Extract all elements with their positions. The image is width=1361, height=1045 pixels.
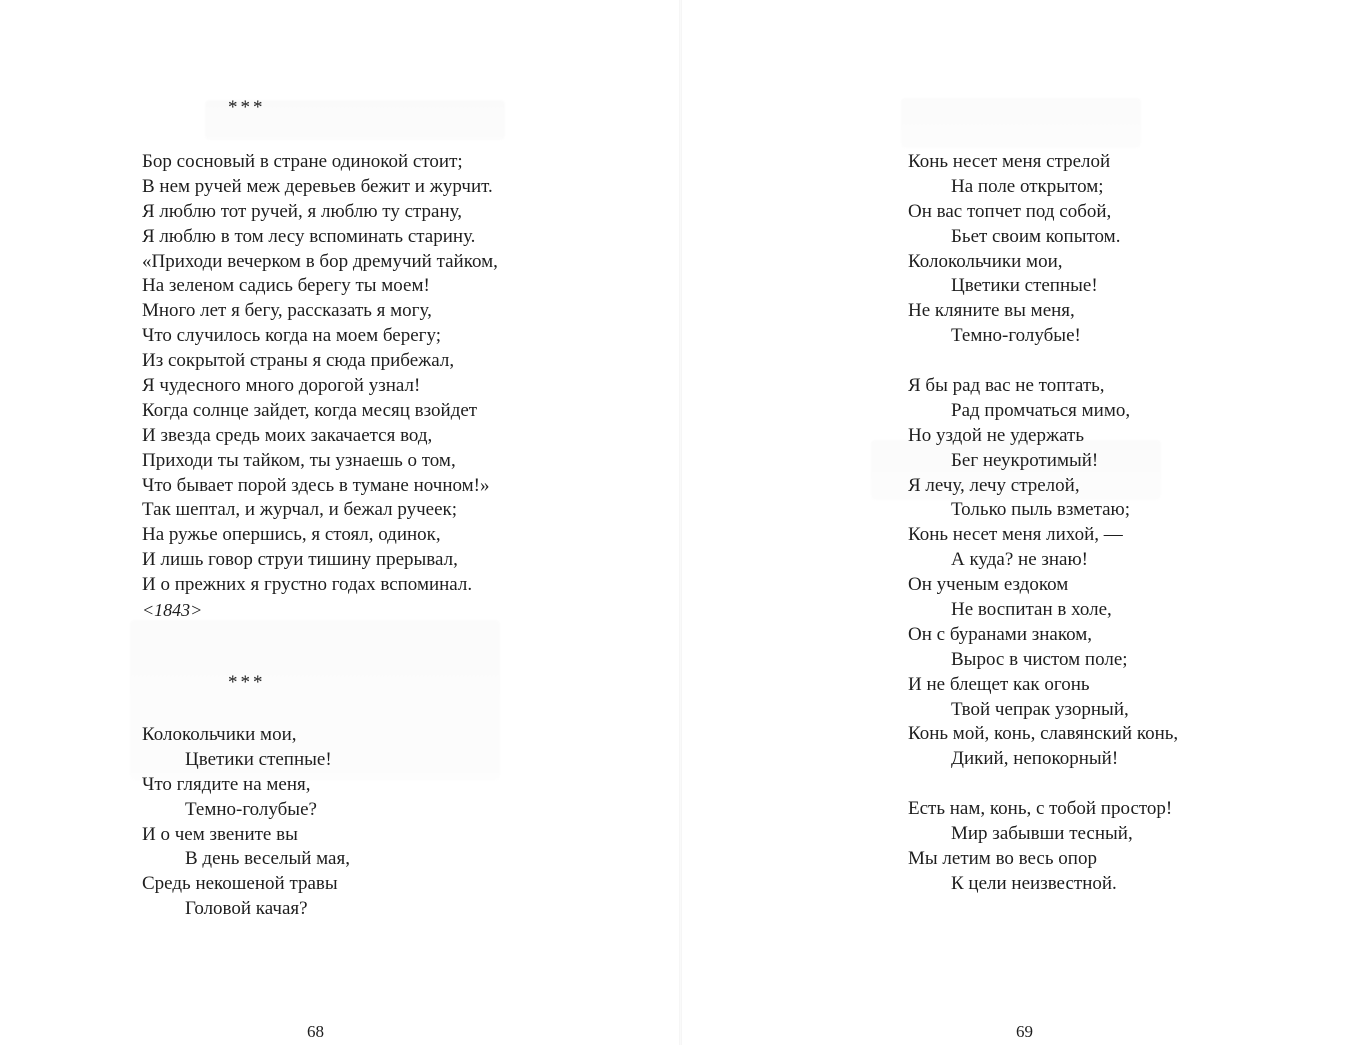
poem-line: Колокольчики мои, [142, 724, 297, 745]
poem-line: А куда? не знаю! [951, 549, 1088, 571]
poem-line: Много лет я бегу, рассказать я могу, [142, 300, 432, 322]
right-page [681, 0, 1361, 1045]
poem-stanza-kolokolchiki [142, 723, 350, 922]
poem-line: Конь мой, конь, славянский конь, [908, 723, 1179, 745]
poem-separator-stars: *** [228, 672, 266, 693]
poem-line: Цветики степные! [951, 275, 1098, 297]
poem-line: Я чудесного много дорогой узнал! [142, 375, 421, 397]
poem-line: Он ученым ездоком [908, 574, 1069, 596]
poem-line: Цветики степные! [185, 748, 332, 770]
page-number-left: 68 [307, 1022, 324, 1041]
poem-line: И о чем звените вы [142, 823, 298, 845]
poem-line: В нем ручей меж деревьев бежит и журчит. [142, 175, 493, 197]
poem-line: Бег неукротимый! [951, 449, 1099, 471]
poem-line: Вырос в чистом поле; [951, 648, 1128, 670]
poem-line: Темно-голубые? [185, 798, 317, 820]
poem-line: Твой чепрак узорный, [951, 698, 1129, 720]
poem-line: Темно-голубые! [951, 325, 1081, 347]
poem-line: Так шептал, и журчал, и бежал ручеек; [142, 499, 458, 521]
poem-line: Головой качая? [185, 898, 308, 920]
poem-line: Колокольчики мои, [908, 250, 1063, 272]
poem-date: <1843> [142, 600, 203, 620]
stanza-break [908, 349, 1178, 374]
poem-line: И не блещет как огонь [908, 673, 1090, 695]
poem-line: Мы летим во весь опор [908, 847, 1097, 869]
poem-line: Из сокрытой страны я сюда прибежал, [142, 350, 455, 372]
poem-line: Только пыль взметаю; [951, 499, 1131, 521]
poem-line: Бьет своим копытом. [951, 225, 1121, 247]
poem-line: Средь некошеной травы [142, 873, 338, 895]
poem-line: Есть нам, конь, с тобой простор! [908, 798, 1173, 820]
poem-line: В день веселый мая, [185, 848, 350, 870]
poem-line: Я бы рад вас не топтать, [908, 375, 1105, 397]
poem-line: К цели неизвестной. [951, 872, 1117, 894]
poem-line: Приходи ты тайком, ты узнаешь о том, [142, 449, 456, 471]
poem-line: На поле открытом; [951, 175, 1104, 197]
poem-line: Что случилось когда на моем берегу; [142, 325, 441, 347]
poem-line: Не кляните вы меня, [908, 300, 1075, 322]
stanza-break [908, 772, 1178, 797]
poem-line: Когда солнце зайдет, когда месяц взойдет [142, 399, 478, 421]
page-number-right: 69 [1016, 1022, 1033, 1041]
left-page [0, 0, 680, 1045]
poem-line: На ружье опершись, я стоял, одинок, [142, 524, 441, 546]
poem-line: Дикий, непокорный! [951, 748, 1119, 770]
poem-stanza-bor [142, 150, 498, 598]
poem-line: Бор сосновый в стране одинокой стоит; [142, 151, 463, 172]
poem-line: Мир забывши тесный, [951, 823, 1133, 845]
poem-line: Я лечу, лечу стрелой, [908, 474, 1080, 496]
show-through-shading [901, 98, 1141, 148]
poem-line: Конь несет меня стрелой [908, 151, 1111, 172]
poem-line: И лишь говор струи тишину прерывал, [142, 549, 458, 571]
poem-stanza-kon [908, 150, 1178, 897]
poem-line: Что глядите на меня, [142, 773, 311, 795]
poem-line: «Приходи вечерком в бор дремучий тайком, [142, 250, 498, 272]
poem-line: Он вас топчет под собой, [908, 200, 1112, 222]
poem-line: Я люблю в том лесу вспоминать старину. [142, 225, 476, 247]
poem-line: И о прежних я грустно годах вспоминал. [142, 574, 473, 596]
poem-line: Что бывает порой здесь в тумане ночном!» [142, 474, 490, 496]
poem-line: На зеленом садись берегу ты моем! [142, 275, 430, 297]
poem-line: Конь несет меня лихой, — [908, 524, 1123, 546]
poem-line: Не воспитан в холе, [951, 599, 1112, 621]
poem-line: Рад промчаться мимо, [951, 399, 1131, 421]
poem-line: Но уздой не удержать [908, 424, 1085, 446]
poem-line: Я люблю тот ручей, я люблю ту страну, [142, 200, 462, 222]
poem-line: Он с буранами знаком, [908, 623, 1093, 645]
poem-separator-stars: *** [228, 97, 266, 118]
poem-line: И звезда средь моих закачается вод, [142, 424, 433, 446]
